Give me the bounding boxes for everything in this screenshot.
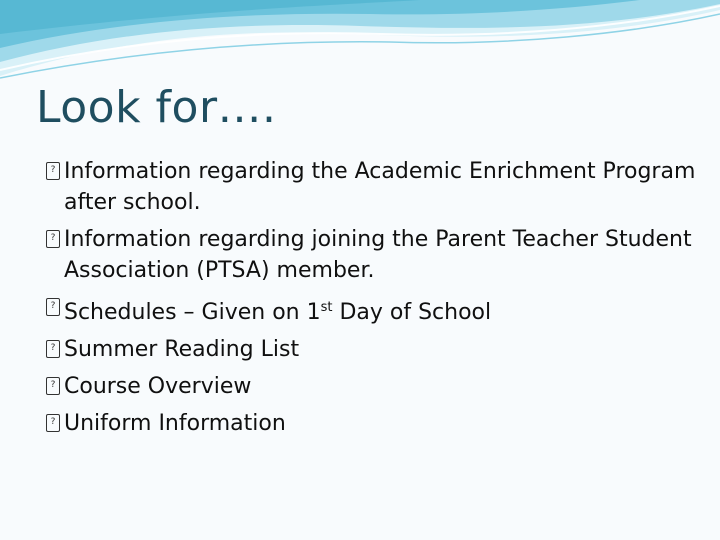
bullet-item	[46, 224, 706, 286]
bullet-item	[46, 156, 706, 218]
bullet-text: Information regarding joining the Parent Teacher Student Association (PTSA) member.	[64, 227, 692, 283]
bullet-text: Information regarding the Academic Enrichment Program after school.	[64, 159, 696, 215]
header-wave-decoration	[0, 0, 720, 90]
square-bullet-icon: ?	[46, 414, 60, 432]
bullet-text: Summer Reading List	[64, 337, 300, 362]
bullet-item	[46, 292, 706, 328]
bullet-item	[46, 334, 706, 365]
square-bullet-icon: ?	[46, 377, 60, 395]
bullet-text-post: Day of School	[332, 300, 492, 325]
bullet-text: Course Overview	[64, 374, 252, 399]
bullet-text-pre: Schedules – Given on 1	[64, 300, 321, 325]
square-bullet-icon: ?	[46, 298, 60, 316]
bullet-text: Uniform Information	[64, 411, 286, 436]
square-bullet-icon: ?	[46, 230, 60, 248]
bullet-item	[46, 371, 706, 402]
bullet-item	[46, 408, 706, 439]
bullet-list	[46, 156, 706, 445]
square-bullet-icon: ?	[46, 340, 60, 358]
slide-title: Look for….	[36, 82, 277, 133]
square-bullet-icon: ?	[46, 162, 60, 180]
bullet-text-superscript: st	[320, 300, 333, 315]
